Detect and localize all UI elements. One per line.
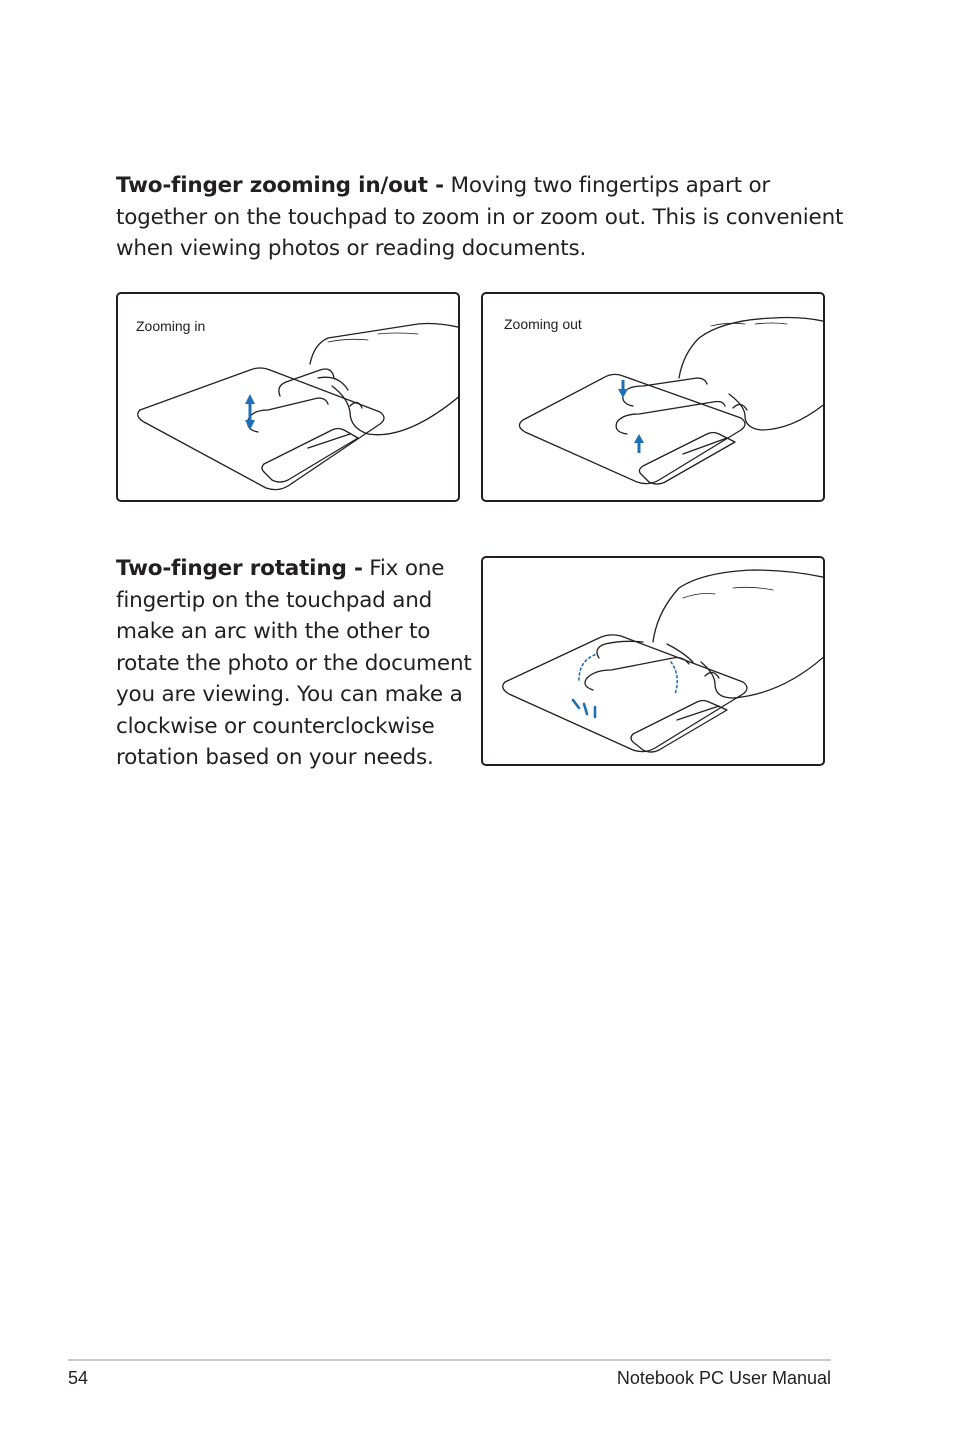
- manual-title: Notebook PC User Manual: [616, 1368, 831, 1388]
- zooming-out-illustration: [481, 292, 825, 502]
- page-number: 54: [68, 1368, 89, 1388]
- rotate-drawing: [483, 558, 825, 766]
- zoom-description: [116, 170, 846, 265]
- footer-rule: [68, 1359, 831, 1361]
- zoom-heading: Two-finger zooming in/out -: [116, 173, 444, 198]
- zoom-body: Moving two fingertips apart or together on the touchpad to zoom in or zoom out. This is convenient when viewing photos or reading documents.: [116, 173, 844, 261]
- zooming-out-label: Zooming out: [504, 316, 582, 332]
- rotate-body: Fix one fingertip on the touchpad and make an arc with the other to rotate the photo or the document you are viewing. You can make a clockwise or counterclockwise rotation based on your needs.: [116, 556, 472, 770]
- rotate-heading: Two-finger rotating -: [116, 556, 363, 581]
- zooming-in-illustration: [116, 292, 460, 502]
- rotate-description: [116, 553, 476, 774]
- rotating-illustration: [481, 556, 825, 766]
- zooming-in-label: Zooming in: [136, 318, 206, 334]
